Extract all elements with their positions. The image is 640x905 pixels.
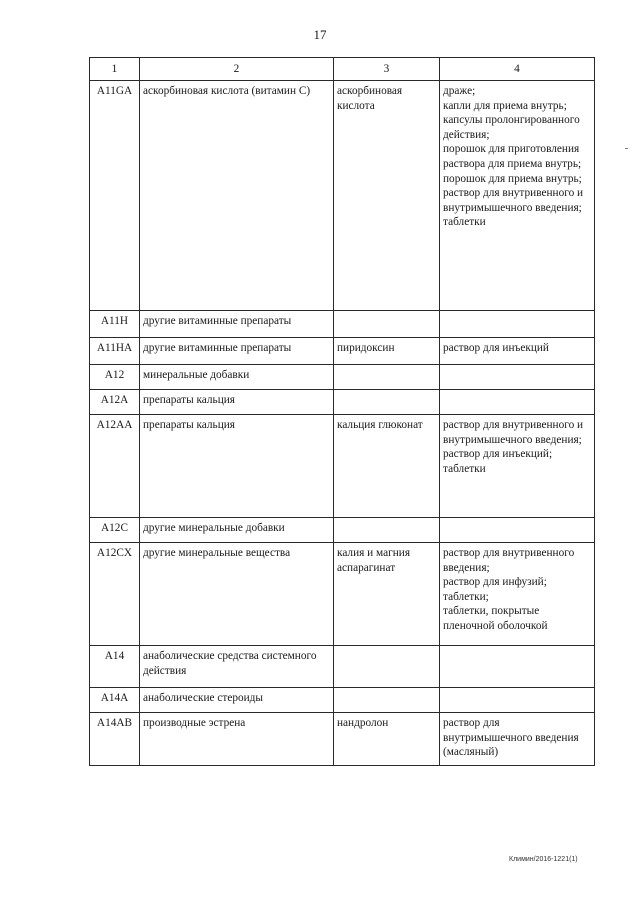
drug-table <box>89 57 595 766</box>
row-name: минеральные добавки <box>140 365 334 390</box>
row-forms <box>440 518 595 543</box>
row-forms: раствор для внутримышечного введения (масляный) <box>440 713 595 766</box>
row-forms <box>440 688 595 713</box>
column-header: 1 <box>90 58 140 81</box>
row-code: A12CX <box>90 543 140 646</box>
row-name: другие витаминные препараты <box>140 338 334 365</box>
row-code: A11H <box>90 311 140 338</box>
table-row <box>90 338 595 365</box>
row-substance <box>334 518 440 543</box>
table-row <box>90 81 595 311</box>
row-forms <box>440 390 595 415</box>
row-code: A12A <box>90 390 140 415</box>
row-substance <box>334 365 440 390</box>
row-name: другие минеральные добавки <box>140 518 334 543</box>
row-forms: раствор для инъекций <box>440 338 595 365</box>
row-forms: раствор для внутривенного введения; раствор для инфузий; таблетки; таблетки, покрытые пленочной оболочкой <box>440 543 595 646</box>
table-row <box>90 646 595 688</box>
column-header: 3 <box>334 58 440 81</box>
table-row <box>90 688 595 713</box>
footer-code: Климин/2016-1221(1) <box>509 856 578 863</box>
row-name: препараты кальция <box>140 415 334 518</box>
page-number: 17 <box>313 27 327 42</box>
table-row <box>90 713 595 766</box>
table-row <box>90 518 595 543</box>
scan-speck <box>625 148 628 149</box>
row-name: препараты кальция <box>140 390 334 415</box>
row-name: анаболические стероиды <box>140 688 334 713</box>
row-substance: нандролон <box>334 713 440 766</box>
row-code: A14AB <box>90 713 140 766</box>
row-substance <box>334 688 440 713</box>
row-forms <box>440 646 595 688</box>
row-code: A14A <box>90 688 140 713</box>
column-header: 2 <box>140 58 334 81</box>
header-row <box>90 58 595 81</box>
row-substance: калия и магния аспарагинат <box>334 543 440 646</box>
row-substance: аскорбиновая кислота <box>334 81 440 311</box>
row-forms: раствор для внутривенного и внутримышечного введения; раствор для инъекций; таблетки <box>440 415 595 518</box>
row-code: A14 <box>90 646 140 688</box>
row-substance <box>334 311 440 338</box>
row-code: A12 <box>90 365 140 390</box>
row-forms <box>440 311 595 338</box>
row-code: A11GA <box>90 81 140 311</box>
table-row <box>90 415 595 518</box>
row-forms <box>440 365 595 390</box>
row-substance: пиридоксин <box>334 338 440 365</box>
table-row <box>90 390 595 415</box>
row-name: анаболические средства системного действия <box>140 646 334 688</box>
column-header: 4 <box>440 58 595 81</box>
row-substance <box>334 390 440 415</box>
row-code: A12AA <box>90 415 140 518</box>
table-row <box>90 543 595 646</box>
table-row <box>90 365 595 390</box>
row-name: аскорбиновая кислота (витамин С) <box>140 81 334 311</box>
row-substance <box>334 646 440 688</box>
row-code: A11HA <box>90 338 140 365</box>
table-row <box>90 311 595 338</box>
row-substance: кальция глюконат <box>334 415 440 518</box>
row-name: другие минеральные вещества <box>140 543 334 646</box>
row-name: другие витаминные препараты <box>140 311 334 338</box>
row-name: производные эстрена <box>140 713 334 766</box>
row-forms: драже; капли для приема внутрь; капсулы пролонгированного действия; порошок для приготовления раствора для приема внутрь; порошок для приема внутрь; раствор для внутривенного и внутримышечного введения; таблетки <box>440 81 595 311</box>
row-code: A12C <box>90 518 140 543</box>
